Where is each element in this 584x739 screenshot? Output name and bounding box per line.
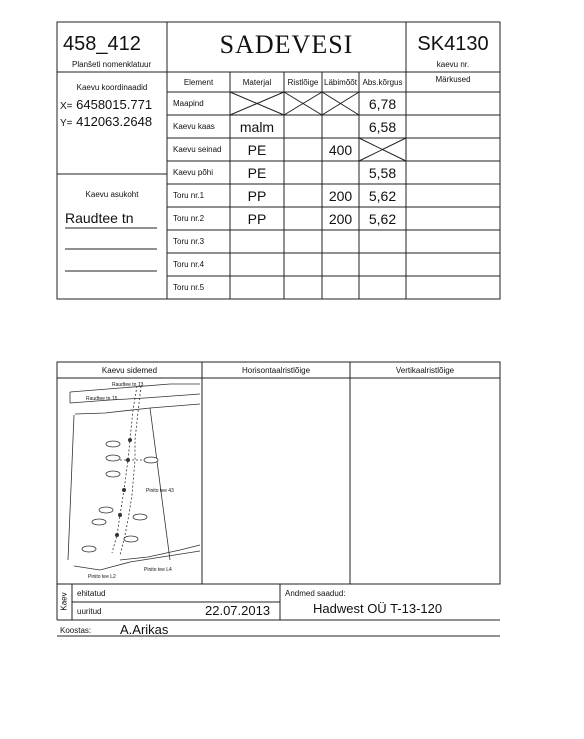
coordinates-heading: Kaevu koordinaadid: [76, 83, 148, 92]
col-material: Materjal: [242, 77, 272, 87]
row-diameter: 400: [328, 141, 353, 158]
col-remarks: Märkused: [435, 74, 471, 84]
sheet-number: 458_412: [63, 33, 141, 55]
surveyed-date: 22.07.2013: [205, 603, 271, 618]
x-coordinate: [60, 97, 152, 112]
row-diameter: 200: [328, 210, 353, 227]
horizontal-section-heading: Horisontaalristlõige: [241, 365, 311, 375]
composed-label: Koostas:: [60, 626, 92, 635]
vertical-section-heading: Vertikaalristlõige: [395, 365, 455, 375]
col-cross-section: Ristlõige: [287, 77, 319, 87]
built-label: ehitatud: [77, 589, 106, 598]
row-material: PP: [247, 187, 267, 204]
row-element: Kaevu seinad: [173, 145, 222, 154]
surveyed-label: uuritud: [77, 607, 102, 616]
row-element: Toru nr.1: [173, 191, 205, 200]
composed-value: A.Arikas: [120, 622, 169, 637]
x-value: 6458015.771: [76, 97, 153, 112]
col-diameter: Läbimõõt: [324, 77, 357, 87]
row-material: PE: [247, 164, 267, 181]
row-material: malm: [239, 118, 275, 135]
location-value: Raudtee tn: [65, 210, 134, 226]
page-title: SADEVESI: [219, 30, 354, 59]
row-element: Maapind: [173, 99, 204, 108]
connections-heading: Kaevu sidemed: [101, 365, 158, 375]
row-height: 6,58: [368, 118, 397, 135]
row-element: Toru nr.2: [173, 214, 205, 223]
source-label: Andmed saadud:: [285, 589, 346, 598]
y-label: Y=: [60, 118, 73, 129]
y-coordinate: [60, 114, 152, 129]
row-height: 5,62: [368, 187, 397, 204]
row-height: 5,62: [368, 210, 397, 227]
well-number: SK4130: [417, 33, 489, 55]
row-element: Kaevu kaas: [173, 122, 215, 131]
row-element: Toru nr.4: [173, 260, 205, 269]
row-diameter: 200: [328, 187, 353, 204]
source-value: Hadwest OÜ T-13-120: [313, 601, 443, 616]
col-element: Element: [183, 77, 214, 87]
map-label: Pinito tee 43: [146, 488, 174, 494]
col-abs-height: Abs.kõrgus: [362, 77, 403, 87]
row-height: 6,78: [368, 95, 397, 112]
row-element: Toru nr.5: [173, 283, 205, 292]
map-label: Raudtee tn 13: [112, 382, 144, 388]
y-value: 412063.2648: [76, 114, 153, 129]
x-label: X=: [60, 101, 73, 112]
row-material: PP: [247, 210, 267, 227]
sheet-label: Planšeti nomenklatuur: [72, 60, 152, 69]
well-number-label: kaevu nr.: [436, 60, 470, 69]
row-material: PE: [247, 141, 267, 158]
side-label: Kaev: [59, 592, 69, 611]
row-element: Kaevu põhi: [173, 168, 214, 177]
location-heading: Kaevu asukoht: [85, 190, 139, 199]
row-element: Toru nr.3: [173, 237, 205, 246]
map-label: Raudtee tn 15: [86, 396, 118, 402]
map-label: Pinito tee L2: [88, 574, 116, 580]
row-height: 5,58: [368, 164, 397, 181]
map-label: Pinito tee L4: [144, 567, 172, 573]
